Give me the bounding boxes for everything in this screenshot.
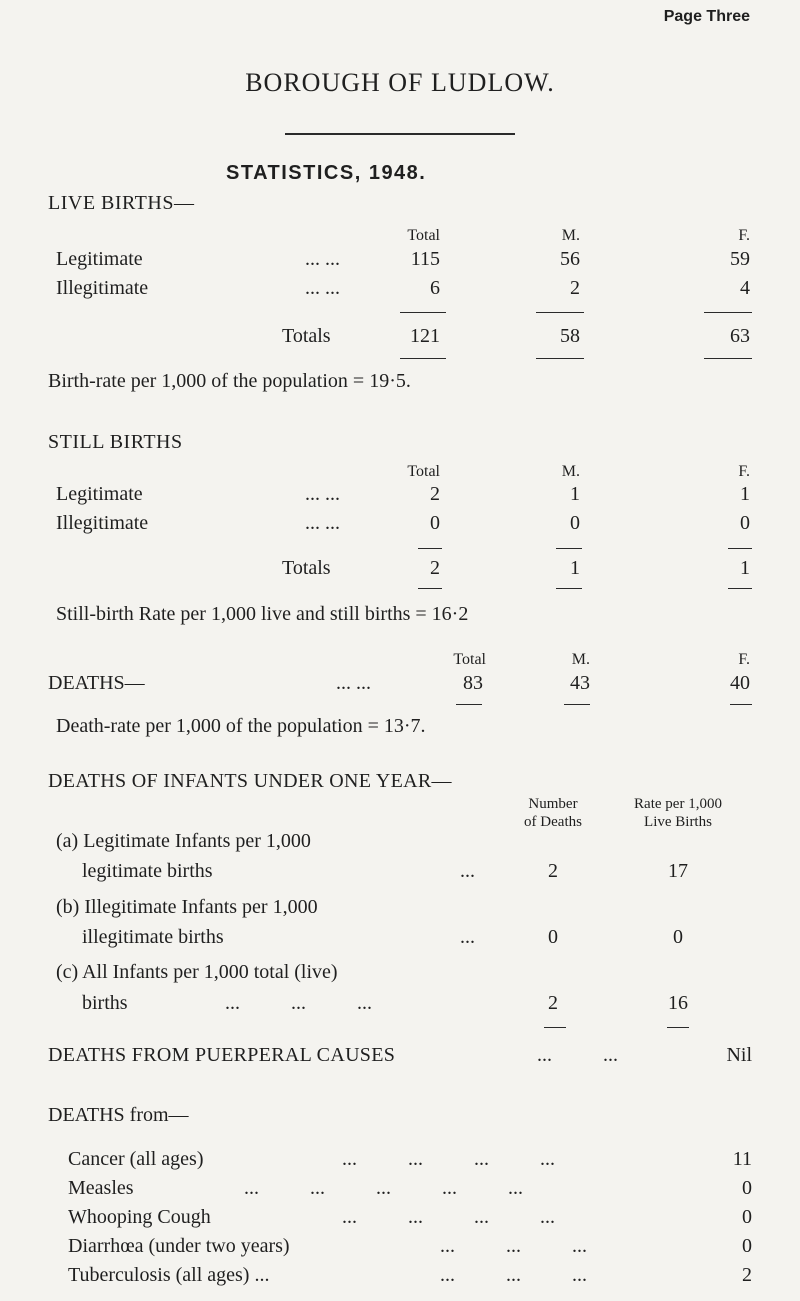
birth-rate-line: Birth-rate per 1,000 of the population = 19·5.	[48, 370, 411, 392]
rule	[400, 358, 446, 359]
deaths-from-label: Tuberculosis (all ages) ...	[68, 1264, 270, 1286]
infants-row-line1: (c) All Infants per 1,000 total (live)	[56, 961, 338, 983]
rule	[667, 1027, 689, 1028]
rule	[418, 588, 442, 589]
rule	[556, 588, 582, 589]
rule	[536, 312, 584, 313]
live-births-row-label: Legitimate	[56, 248, 143, 270]
live-births-row-f: 4	[740, 277, 750, 299]
rule	[456, 704, 482, 705]
live-births-col-m: M.	[561, 227, 580, 244]
still-birth-rate-line: Still-birth Rate per 1,000 live and still births = 16·2	[56, 603, 469, 625]
rule	[564, 704, 590, 705]
live-births-row-m: 56	[560, 248, 580, 270]
deaths-from-value: 0	[742, 1206, 752, 1228]
rule	[728, 548, 752, 549]
deaths-from-dots: ... ... ... ...	[342, 1206, 555, 1228]
deaths-from-value: 0	[742, 1235, 752, 1257]
rule	[704, 312, 752, 313]
still-births-col-f: F.	[738, 463, 750, 480]
live-births-col-total: Total	[407, 227, 440, 244]
infants-row-line2: legitimate births	[82, 860, 213, 882]
deaths-from-label: Measles	[68, 1177, 134, 1199]
deaths-dots: ... ...	[336, 672, 371, 694]
infants-row-number: 2	[548, 992, 558, 1014]
deaths-from-dots: ... ... ...	[440, 1235, 587, 1257]
puerperal-value: Nil	[726, 1044, 752, 1066]
page-title-text: BOROUGH OF LUDLOW.	[245, 68, 555, 97]
infants-col-number-1: Number	[528, 796, 578, 812]
live-births-col-f: F.	[738, 227, 750, 244]
rule	[400, 312, 446, 313]
rule	[730, 704, 752, 705]
deaths-from-label: Cancer (all ages)	[68, 1148, 204, 1170]
still-births-row-m: 0	[570, 512, 580, 534]
deaths-from-dots: ... ... ... ... ...	[244, 1177, 523, 1199]
still-births-row-m: 1	[570, 483, 580, 505]
still-births-row-dots: ... ...	[305, 512, 340, 534]
live-births-totals-f: 63	[730, 325, 750, 347]
rule	[728, 588, 752, 589]
deaths-from-value: 0	[742, 1177, 752, 1199]
deaths-col-m: M.	[571, 651, 590, 668]
infants-col-rate-1: Rate per 1,000	[634, 796, 722, 812]
deaths-from-dots: ... ... ...	[440, 1264, 587, 1286]
death-rate-line: Death-rate per 1,000 of the population = 13·7.	[56, 715, 426, 737]
puerperal-dots: ... ...	[537, 1044, 618, 1066]
still-births-row-label: Illegitimate	[56, 512, 149, 534]
live-births-row-f: 59	[730, 248, 750, 270]
still-births-row-total: 2	[430, 483, 440, 505]
live-births-totals-m: 58	[560, 325, 580, 347]
still-births-col-m: M.	[561, 463, 580, 480]
infants-row-rate: 16	[668, 992, 688, 1014]
still-births-row-f: 0	[740, 512, 750, 534]
infants-row-number: 0	[548, 926, 558, 948]
deaths-m: 43	[570, 672, 590, 694]
live-births-totals-total: 121	[410, 325, 440, 347]
deaths-total: 83	[463, 672, 483, 694]
deaths-heading: DEATHS—	[48, 672, 145, 694]
deaths-from-value: 2	[742, 1264, 752, 1286]
infants-row-dots: ...	[460, 926, 475, 948]
still-births-col-total: Total	[407, 463, 440, 480]
infants-row-line2: illegitimate births	[82, 926, 224, 948]
deaths-from-dots: ... ... ... ...	[342, 1148, 555, 1170]
live-births-totals-label: Totals	[282, 325, 331, 347]
rule	[418, 548, 442, 549]
rule	[704, 358, 752, 359]
infants-row-line2: births	[82, 992, 128, 1014]
infants-row-number: 2	[548, 860, 558, 882]
still-births-totals-f: 1	[740, 557, 750, 579]
page-label: Page Three	[663, 8, 750, 25]
live-births-row-label: Illegitimate	[56, 277, 149, 299]
deaths-col-total: Total	[453, 651, 486, 668]
infants-row-line1: (a) Legitimate Infants per 1,000	[56, 830, 311, 852]
deaths-f: 40	[730, 672, 750, 694]
infants-col-number-2: of Deaths	[524, 814, 582, 830]
rule	[544, 1027, 566, 1028]
infants-row-rate: 0	[673, 926, 683, 948]
still-births-row-label: Legitimate	[56, 483, 143, 505]
still-births-row-total: 0	[430, 512, 440, 534]
deaths-col-f: F.	[738, 651, 750, 668]
live-births-row-dots: ... ...	[305, 277, 340, 299]
live-births-heading: LIVE BIRTHS—	[48, 192, 195, 214]
infants-col-rate-2: Live Births	[644, 814, 712, 830]
live-births-row-total: 115	[410, 248, 440, 270]
still-births-heading: STILL BIRTHS	[48, 431, 183, 453]
still-births-totals-label: Totals	[282, 557, 331, 579]
rule	[556, 548, 582, 549]
title-rule	[285, 133, 515, 135]
deaths-from-heading: DEATHS from—	[48, 1104, 189, 1126]
page-title	[0, 68, 800, 98]
infants-row-rate: 17	[668, 860, 688, 882]
infants-row-dots: ... ... ...	[225, 992, 372, 1014]
puerperal-label: DEATHS FROM PUERPERAL CAUSES	[48, 1044, 396, 1066]
still-births-totals-m: 1	[570, 557, 580, 579]
statistics-heading: STATISTICS, 1948.	[226, 162, 427, 184]
rule	[536, 358, 584, 359]
deaths-from-value: 11	[732, 1148, 752, 1170]
still-births-row-dots: ... ...	[305, 483, 340, 505]
live-births-row-m: 2	[570, 277, 580, 299]
infants-row-dots: ...	[460, 860, 475, 882]
still-births-row-f: 1	[740, 483, 750, 505]
still-births-totals-total: 2	[430, 557, 440, 579]
live-births-row-total: 6	[430, 277, 440, 299]
live-births-row-dots: ... ...	[305, 248, 340, 270]
deaths-from-label: Diarrhœa (under two years)	[68, 1235, 290, 1257]
infants-row-line1: (b) Illegitimate Infants per 1,000	[56, 896, 318, 918]
infants-heading: DEATHS OF INFANTS UNDER ONE YEAR—	[48, 770, 452, 792]
deaths-from-label: Whooping Cough	[68, 1206, 211, 1228]
